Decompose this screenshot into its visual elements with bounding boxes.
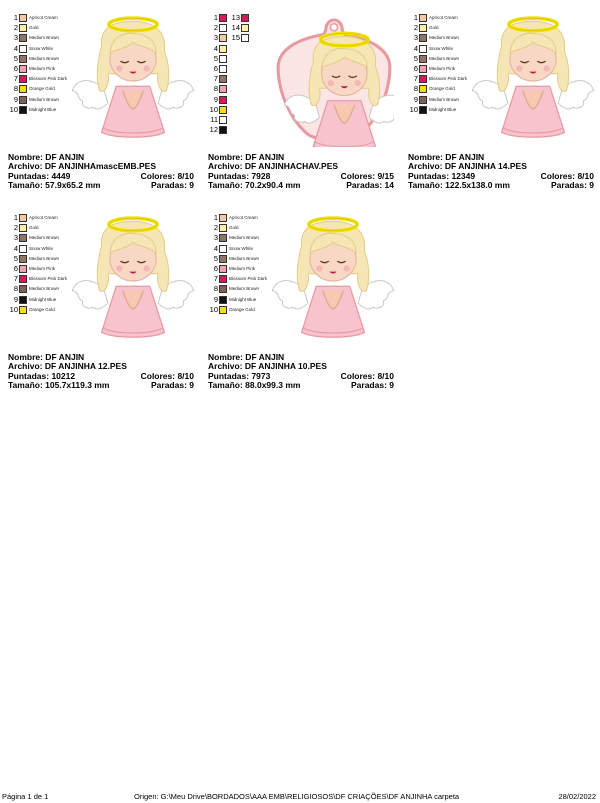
color-swatch <box>419 65 427 73</box>
palette-column <box>8 213 67 315</box>
palette-row <box>408 13 467 23</box>
thread-name: Blossom Pink Dark <box>429 76 468 82</box>
color-swatch <box>419 14 427 22</box>
thread-name: Medium Brown <box>29 96 60 102</box>
color-number: 7 <box>13 274 18 284</box>
thread-name: Medium Brown <box>429 96 460 102</box>
color-count: Colores: 8/10 <box>340 370 394 381</box>
color-swatch <box>219 45 227 53</box>
color-number: 5 <box>13 253 18 263</box>
thread-name: Midnight Blue <box>29 296 57 302</box>
thread-name: Apricot Cream <box>229 215 258 221</box>
color-number: 8 <box>413 84 418 94</box>
stitch-count: Puntadas: 7928 <box>208 170 271 181</box>
palette-row <box>8 213 67 223</box>
thread-name: Medium Brown <box>29 35 60 41</box>
color-swatch <box>241 14 249 22</box>
palette-row <box>208 74 229 84</box>
color-number: 14 <box>231 23 240 33</box>
thread-name: Orange Gold <box>229 306 255 312</box>
color-swatch <box>19 34 27 42</box>
thread-name: Medium Pink <box>429 66 456 72</box>
color-swatch <box>419 96 427 104</box>
thread-name: Midnight Blue <box>229 296 257 302</box>
color-number: 9 <box>213 294 218 304</box>
palette-row <box>208 64 229 74</box>
thread-name: Medium Brown <box>29 255 60 261</box>
palette-row <box>208 223 267 233</box>
thread-name: Apricot Cream <box>29 15 58 21</box>
thread-name: Apricot Cream <box>429 15 458 21</box>
palette-row <box>408 74 467 84</box>
palette-row <box>208 274 267 284</box>
thread-name: Gold <box>229 225 239 231</box>
color-number: 10 <box>9 104 18 114</box>
color-swatch <box>19 255 27 263</box>
color-swatch <box>219 65 227 73</box>
color-swatch <box>419 85 427 93</box>
palette-row <box>408 23 467 33</box>
color-number: 2 <box>213 23 218 33</box>
print-date: 28/02/2022 <box>558 792 596 801</box>
palette-row <box>8 274 67 284</box>
thread-name: Medium Brown <box>229 255 260 261</box>
color-swatch <box>419 45 427 53</box>
design-info <box>408 153 594 191</box>
color-swatch <box>19 85 27 93</box>
design-info <box>8 353 194 391</box>
design-size: Tamaño: 70.2x90.4 mm <box>208 180 301 191</box>
palette-row <box>208 33 229 43</box>
color-swatch <box>419 75 427 83</box>
thread-name: Medium Brown <box>29 235 60 241</box>
palette-row <box>230 13 251 23</box>
color-number: 2 <box>13 223 18 233</box>
color-swatch <box>19 285 27 293</box>
thread-name: Apricot Cream <box>29 215 58 221</box>
thread-name: Blossom Pink Dark <box>229 276 268 282</box>
color-swatch <box>219 34 227 42</box>
palette-row <box>230 23 251 33</box>
color-swatch <box>419 24 427 32</box>
color-number: 1 <box>413 13 418 23</box>
thread-name: Medium Brown <box>429 55 460 61</box>
color-number: 8 <box>213 84 218 94</box>
palette-row <box>8 64 67 74</box>
color-swatch <box>219 245 227 253</box>
color-number: 6 <box>213 264 218 274</box>
palette-row <box>208 95 229 105</box>
design-card-1 <box>8 13 198 203</box>
design-size: Tamaño: 122.5x138.0 mm <box>408 180 510 191</box>
palette-row <box>8 244 67 254</box>
color-number: 9 <box>13 94 18 104</box>
color-swatch <box>219 116 227 124</box>
palette-row <box>8 233 67 243</box>
palette-row <box>408 33 467 43</box>
palette-row <box>208 295 267 305</box>
palette-row <box>408 105 467 115</box>
color-swatch <box>219 55 227 63</box>
color-swatch <box>19 14 27 22</box>
color-number: 2 <box>413 23 418 33</box>
color-swatch <box>219 275 227 283</box>
palette-row <box>208 54 229 64</box>
angel-embroidery-image <box>470 15 596 145</box>
palette-row <box>8 105 67 115</box>
color-number: 1 <box>213 213 218 223</box>
color-swatch <box>419 55 427 63</box>
color-number: 4 <box>13 43 18 53</box>
design-size: Tamaño: 57.9x65.2 mm <box>8 180 101 191</box>
thread-name: Gold <box>29 225 39 231</box>
color-number: 13 <box>231 13 240 23</box>
palette-row <box>8 223 67 233</box>
thread-name: Midnight Blue <box>429 106 457 112</box>
color-number: 3 <box>13 33 18 43</box>
palette-row <box>208 305 267 315</box>
palette-row <box>208 13 229 23</box>
thread-name: Snow White <box>29 45 54 51</box>
design-file: Archivo: DF ANJINHA 12.PES <box>8 361 127 372</box>
color-number: 3 <box>13 233 18 243</box>
color-swatch <box>19 234 27 242</box>
origin-path: Origen: G:\Meu Drive\BORDADOS\AAA EMB\RELIGIOSOS\DF CRIAÇÕES\DF ANJINHA carpeta <box>134 792 460 801</box>
color-swatch <box>19 65 27 73</box>
color-swatch <box>19 275 27 283</box>
color-number: 10 <box>209 304 218 314</box>
palette-row <box>8 305 67 315</box>
palette-column <box>408 13 467 115</box>
color-number: 1 <box>13 13 18 23</box>
palette-column <box>8 13 67 115</box>
thread-name: Medium Brown <box>229 235 260 241</box>
thread-name: Medium Brown <box>429 35 460 41</box>
design-name: Nombre: DF ANJIN <box>208 352 285 362</box>
design-size: Tamaño: 88.0x99.3 mm <box>208 380 301 391</box>
color-number: 6 <box>13 264 18 274</box>
color-swatch <box>19 24 27 32</box>
thread-name: Orange Gold <box>29 306 55 312</box>
color-swatch <box>219 14 227 22</box>
color-number: 4 <box>213 243 218 253</box>
design-card-4 <box>8 213 198 403</box>
color-swatch <box>19 214 27 222</box>
color-swatch <box>219 234 227 242</box>
thread-name: Medium Brown <box>229 286 260 292</box>
stitch-count: Puntadas: 4449 <box>8 170 71 181</box>
design-card-5 <box>208 213 398 403</box>
color-number: 8 <box>13 84 18 94</box>
palette-row <box>408 84 467 94</box>
palette-row <box>208 84 229 94</box>
color-number: 5 <box>213 53 218 63</box>
palette-column <box>208 13 229 135</box>
color-swatch <box>219 265 227 273</box>
palette-row <box>208 44 229 54</box>
palette-row <box>8 284 67 294</box>
design-info <box>208 353 394 391</box>
palette-row <box>208 115 229 125</box>
color-swatch <box>19 265 27 273</box>
color-number: 1 <box>213 13 218 23</box>
color-swatch <box>219 126 227 134</box>
thread-name: Gold <box>429 25 439 31</box>
palette-row <box>8 295 67 305</box>
color-number: 2 <box>13 23 18 33</box>
design-name: Nombre: DF ANJIN <box>8 352 85 362</box>
color-swatch <box>19 224 27 232</box>
color-swatch <box>19 245 27 253</box>
palette-row <box>408 95 467 105</box>
design-info <box>8 153 194 191</box>
thread-name: Medium Brown <box>29 55 60 61</box>
design-name: Nombre: DF ANJIN <box>408 152 485 162</box>
color-number: 4 <box>413 43 418 53</box>
thread-name: Blossom Pink Dark <box>29 76 68 82</box>
thread-name: Orange Gold <box>29 86 55 92</box>
color-swatch <box>19 106 27 114</box>
thread-name: Medium Pink <box>229 266 256 272</box>
color-number: 5 <box>413 53 418 63</box>
color-number: 6 <box>413 64 418 74</box>
color-number: 4 <box>13 243 18 253</box>
color-number: 5 <box>13 53 18 63</box>
design-file: Archivo: DF ANJINHA 10.PES <box>208 361 327 372</box>
color-number: 12 <box>209 125 218 135</box>
thread-name: Medium Brown <box>29 286 60 292</box>
color-number: 7 <box>13 74 18 84</box>
color-number: 6 <box>13 64 18 74</box>
color-number: 10 <box>409 104 418 114</box>
palette-row <box>8 84 67 94</box>
design-card-2 <box>208 13 398 203</box>
thread-name: Midnight Blue <box>29 106 57 112</box>
palette-row <box>208 105 229 115</box>
angel-embroidery-image <box>70 15 196 145</box>
color-number: 8 <box>213 284 218 294</box>
palette-row <box>230 33 251 43</box>
color-number: 4 <box>213 43 218 53</box>
color-number: 7 <box>213 74 218 84</box>
stitch-count: Puntadas: 7973 <box>208 370 271 381</box>
palette-row <box>8 74 67 84</box>
design-file: Archivo: DF ANJINHA 14.PES <box>408 161 527 172</box>
color-swatch <box>19 296 27 304</box>
angel-embroidery-image <box>270 215 396 345</box>
color-swatch <box>219 296 227 304</box>
color-swatch <box>219 306 227 314</box>
color-swatch <box>219 106 227 114</box>
color-number: 10 <box>9 304 18 314</box>
color-swatch <box>419 34 427 42</box>
color-swatch <box>241 24 249 32</box>
design-size: Tamaño: 105.7x119.3 mm <box>8 380 110 391</box>
color-number: 7 <box>413 74 418 84</box>
color-swatch <box>19 96 27 104</box>
stop-count: Paradas: 9 <box>151 380 194 391</box>
color-swatch <box>19 55 27 63</box>
thread-name: Gold <box>29 25 39 31</box>
page-number: Página 1 de 1 <box>2 792 49 801</box>
color-count: Colores: 8/10 <box>140 370 194 381</box>
color-swatch <box>419 106 427 114</box>
color-swatch <box>19 306 27 314</box>
stop-count: Paradas: 14 <box>346 180 394 191</box>
palette-row <box>208 125 229 135</box>
color-swatch <box>219 214 227 222</box>
color-number: 7 <box>213 274 218 284</box>
palette-row <box>8 254 67 264</box>
color-number: 9 <box>213 94 218 104</box>
palette-row <box>8 13 67 23</box>
palette-row <box>408 54 467 64</box>
color-swatch <box>19 45 27 53</box>
color-number: 2 <box>213 223 218 233</box>
design-name: Nombre: DF ANJIN <box>208 152 285 162</box>
thread-name: Snow White <box>429 45 454 51</box>
color-number: 10 <box>209 104 218 114</box>
stop-count: Paradas: 9 <box>551 180 594 191</box>
color-swatch <box>219 24 227 32</box>
palette-row <box>408 44 467 54</box>
design-info <box>208 153 394 191</box>
thread-name: Snow White <box>29 245 54 251</box>
palette-row <box>208 244 267 254</box>
palette-row <box>8 264 67 274</box>
color-number: 3 <box>213 233 218 243</box>
color-number: 3 <box>213 33 218 43</box>
palette-row <box>8 54 67 64</box>
color-count: Colores: 8/10 <box>540 170 594 181</box>
design-card-3 <box>408 13 598 203</box>
angel-keychain-embroidery-image <box>274 13 394 147</box>
palette-column <box>208 213 267 315</box>
thread-name: Medium Pink <box>29 266 56 272</box>
color-swatch <box>219 75 227 83</box>
color-number: 6 <box>213 64 218 74</box>
stop-count: Paradas: 9 <box>351 380 394 391</box>
design-name: Nombre: DF ANJIN <box>8 152 85 162</box>
palette-column <box>230 13 251 44</box>
color-count: Colores: 9/15 <box>340 170 394 181</box>
color-number: 11 <box>210 114 218 124</box>
color-swatch <box>219 85 227 93</box>
thread-name: Blossom Pink Dark <box>29 276 68 282</box>
palette-row <box>208 264 267 274</box>
palette-row <box>8 95 67 105</box>
color-swatch <box>219 96 227 104</box>
color-swatch <box>241 34 249 42</box>
color-swatch <box>219 224 227 232</box>
palette-row <box>208 233 267 243</box>
thread-name: Snow White <box>229 245 254 251</box>
palette-row <box>8 33 67 43</box>
stitch-count: Puntadas: 10212 <box>8 370 76 381</box>
palette-row <box>8 44 67 54</box>
design-file: Archivo: DF ANJINHACHAV.PES <box>208 161 339 172</box>
angel-embroidery-image <box>70 215 196 345</box>
stitch-count: Puntadas: 12349 <box>408 170 476 181</box>
color-number: 15 <box>231 33 240 43</box>
color-number: 3 <box>413 33 418 43</box>
palette-row <box>208 213 267 223</box>
thread-name: Medium Pink <box>29 66 56 72</box>
design-file: Archivo: DF ANJINHAmascEMB.PES <box>8 161 156 172</box>
color-number: 5 <box>213 253 218 263</box>
color-number: 9 <box>413 94 418 104</box>
color-number: 1 <box>13 213 18 223</box>
palette-row <box>408 64 467 74</box>
color-count: Colores: 8/10 <box>140 170 194 181</box>
thread-name: Orange Gold <box>429 86 455 92</box>
color-number: 8 <box>13 284 18 294</box>
palette-row <box>8 23 67 33</box>
color-number: 9 <box>13 294 18 304</box>
palette-row <box>208 284 267 294</box>
color-swatch <box>19 75 27 83</box>
color-swatch <box>219 285 227 293</box>
palette-row <box>208 23 229 33</box>
palette-row <box>208 254 267 264</box>
stop-count: Paradas: 9 <box>151 180 194 191</box>
color-swatch <box>219 255 227 263</box>
